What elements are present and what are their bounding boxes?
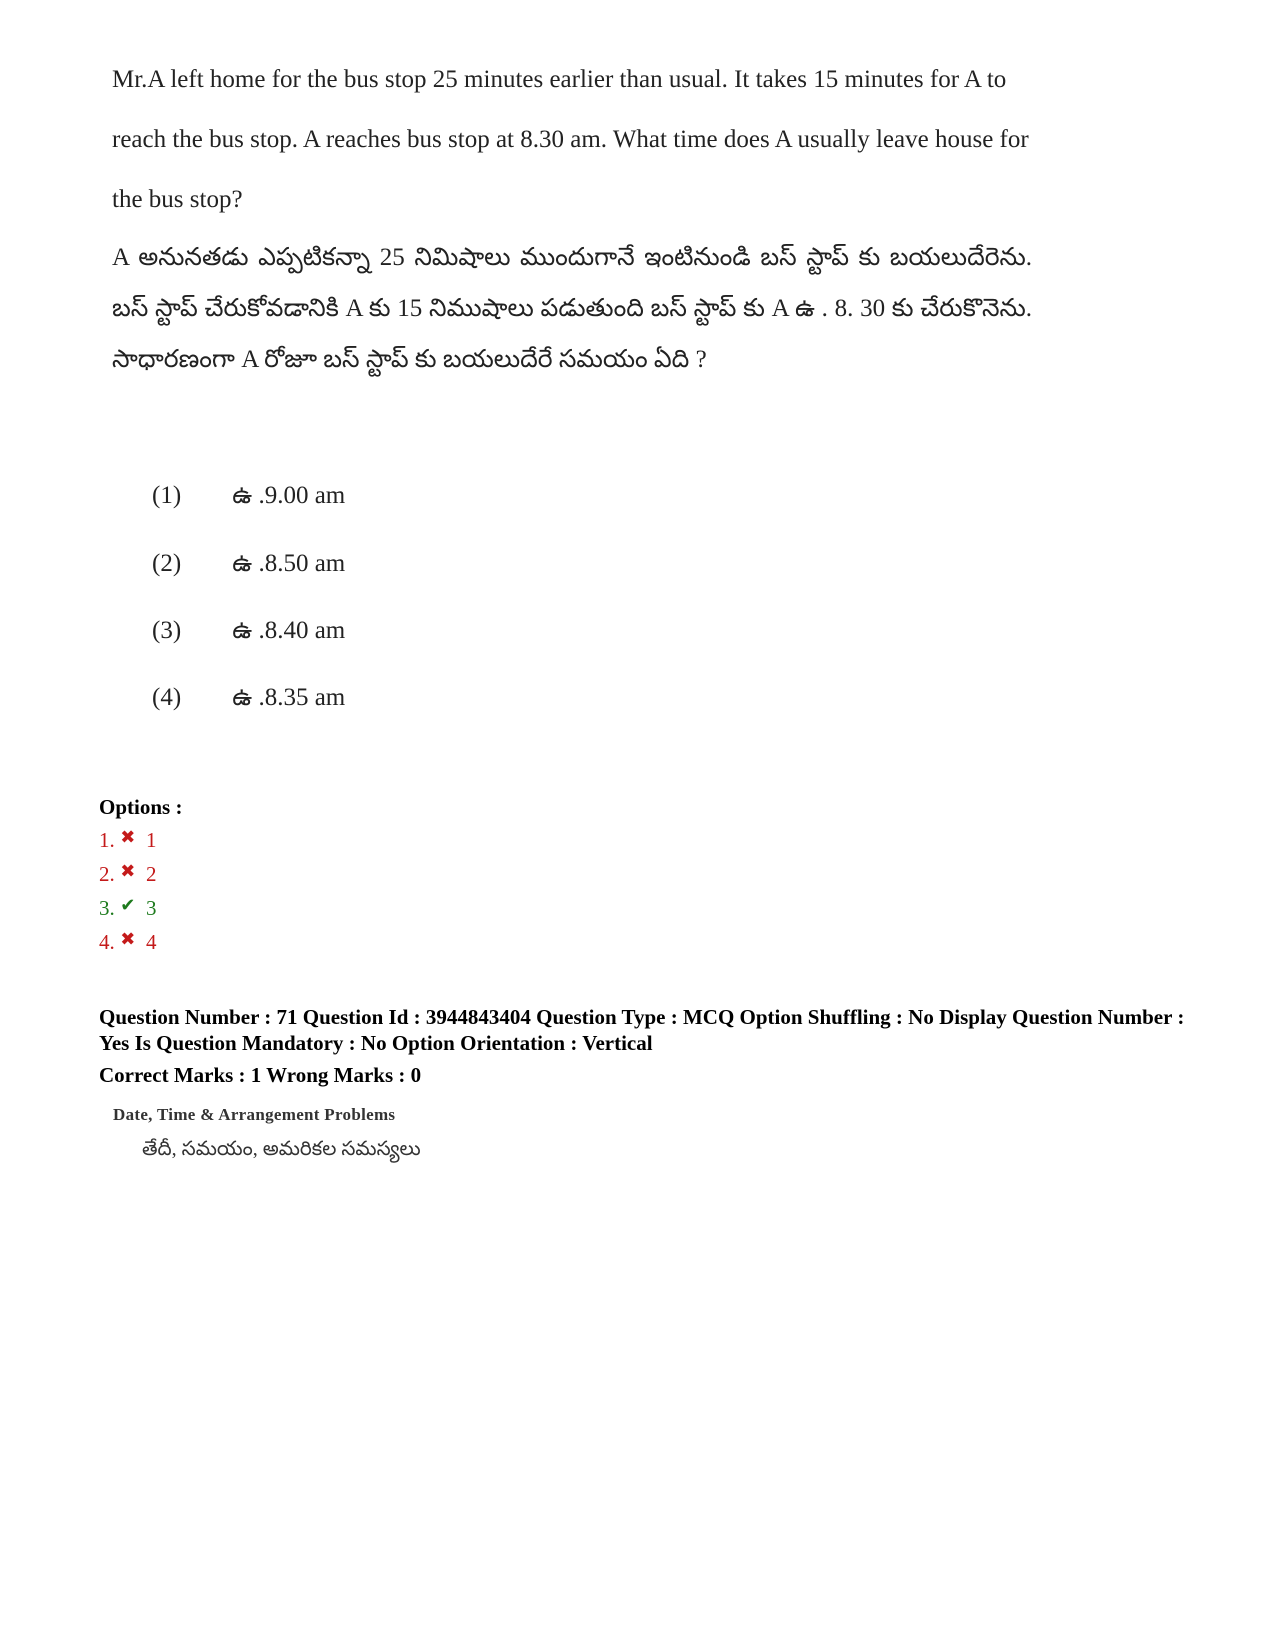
options-heading: Options : [99,795,183,819]
choice-text: ఉ .8.35 am [232,684,346,711]
question-marks: Correct Marks : 1 Wrong Marks : 0 [99,1063,422,1087]
option-value: 4 [146,930,157,954]
choice-number: (1) [152,482,182,509]
option-value: 2 [146,862,157,886]
cross-icon: ✖ [120,929,136,949]
option-4 [99,930,157,955]
option-value: 3 [146,896,157,920]
option-3 [99,896,157,921]
check-icon: ✔ [120,895,136,915]
option-1 [99,828,157,853]
question-image [96,50,1036,770]
option-index: 4. [99,930,115,954]
question-text-english: Mr.A left home for the bus stop 25 minutes earlier than usual. It takes 15 minutes for A to reach the bus stop. A reaches bus stop at 8.30 am. What time does A usually leave house for the bus stop? [112,66,1029,213]
choice-text: ఉ .8.50 am [232,550,346,577]
option-value: 1 [146,828,157,852]
cross-icon: ✖ [120,827,136,847]
subject-telugu: తేదీ, సమయం, అమరికల సమస్యలు [142,1138,421,1160]
choice-number: (4) [152,684,182,711]
question-meta: Question Number : 71 Question Id : 3944843404 Question Type : MCQ Option Shuffling : No Display Question Number : Yes Is Question Mandatory : No Option Orientation : Vertical [99,1005,1185,1055]
choice-3 [152,617,345,651]
choice-number: (3) [152,617,182,644]
subject-english: Date, Time & Arrangement Problems [113,1105,396,1124]
choice-text: ఉ .8.40 am [232,617,346,644]
cross-icon: ✖ [120,861,136,881]
choice-1 [152,482,345,516]
option-2 [99,862,157,887]
choice-text: ఉ .9.00 am [232,482,346,509]
question-text-telugu: A అనునతడు ఎప్పటికన్నా 25 నిమిషాలు ముందుగానే ఇంటినుండి బస్ స్టాప్ కు బయలుదేరెను. బస్ స్టాప్ చేరుకోవడానికి A కు 15 నిముషాలు పడుతుంది బస్ స్టాప్ కు A ఉ . 8. 30 కు చేరుకొనెను. సాధారణంగా A రోజూ బస్ స్టాప్ కు బయలుదేరే సమయం ఏది ? [112,244,1032,373]
choice-number: (2) [152,550,182,577]
choice-2 [152,550,345,584]
option-index: 3. [99,896,115,920]
option-index: 2. [99,862,115,886]
option-index: 1. [99,828,115,852]
choice-4 [152,684,345,718]
